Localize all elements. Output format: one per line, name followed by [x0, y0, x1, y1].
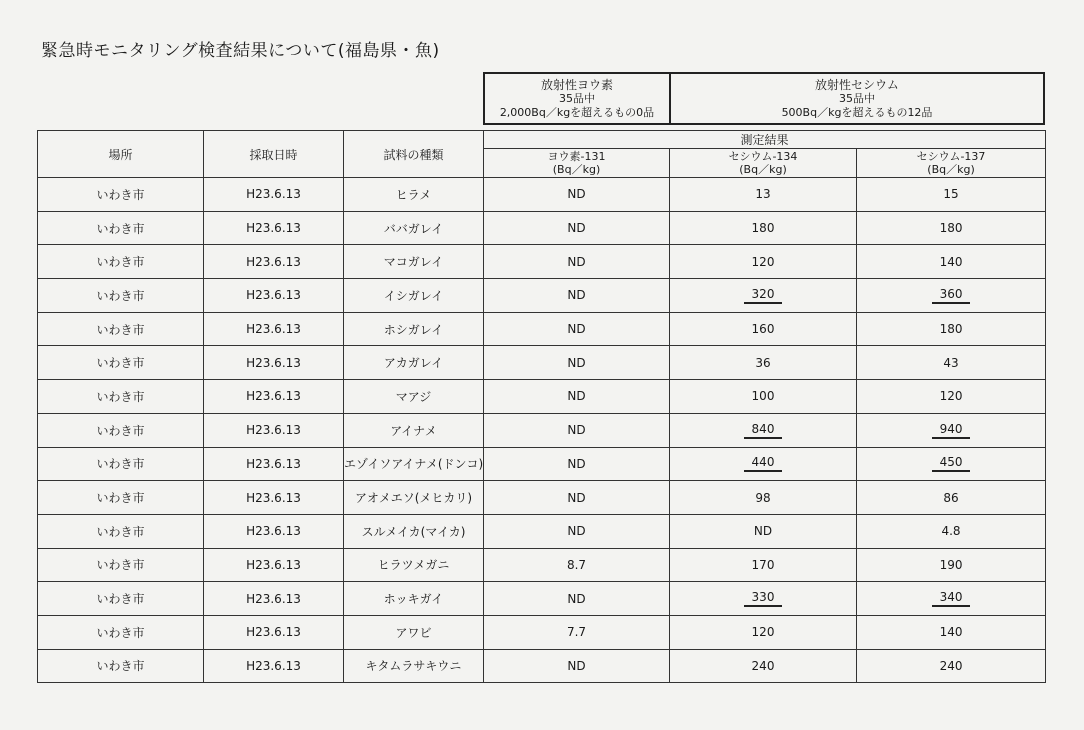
cell-cs137 — [857, 582, 1046, 616]
cell-place — [38, 178, 204, 212]
cell-sample-value: エゾイソアイナメ(ドンコ) — [344, 457, 484, 472]
cell-i131-value: ND — [567, 524, 586, 539]
cell-place — [38, 245, 204, 279]
cell-date-value: H23.6.13 — [246, 490, 301, 505]
cell-place — [38, 548, 204, 582]
cell-i131 — [484, 245, 670, 279]
cell-date — [204, 582, 344, 616]
cell-place-value: いわき市 — [96, 389, 145, 404]
table-row — [38, 447, 1046, 481]
cell-cs134 — [670, 649, 857, 683]
cell-sample — [344, 312, 484, 346]
cell-place — [38, 615, 204, 649]
cell-i131-value: ND — [567, 221, 586, 236]
cell-cs137 — [857, 514, 1046, 548]
cell-place-value: いわき市 — [96, 625, 145, 640]
cell-cs134 — [670, 615, 857, 649]
page-title: 緊急時モニタリング検査結果について(福島県・魚) — [41, 41, 440, 61]
cell-cs137-value: 340 — [932, 590, 971, 607]
cesium-summary-count: 35品中 — [839, 91, 875, 105]
cell-i131-value: 8.7 — [566, 557, 587, 572]
table-row — [38, 312, 1046, 346]
cell-cs134-value: 36 — [755, 355, 771, 370]
cell-cs137-value: 140 — [939, 625, 963, 640]
cell-place — [38, 514, 204, 548]
results-table-body — [38, 178, 1046, 683]
cell-place-value: いわき市 — [96, 255, 145, 270]
cell-cs137 — [857, 380, 1046, 414]
cell-date-value: H23.6.13 — [246, 591, 301, 606]
cell-cs134 — [670, 279, 857, 313]
header-date: 採取日時 — [204, 131, 344, 178]
cell-place — [38, 380, 204, 414]
cell-place-value: いわき市 — [96, 187, 145, 202]
cell-cs137-value: 180 — [939, 322, 963, 337]
summary-box — [483, 72, 1045, 125]
header-i131-unit: (Bq／kg) — [552, 163, 601, 176]
cell-date-value: H23.6.13 — [246, 322, 301, 337]
cell-cs137 — [857, 211, 1046, 245]
cell-i131 — [484, 514, 670, 548]
cell-sample — [344, 245, 484, 279]
table-row — [38, 615, 1046, 649]
cell-sample — [344, 447, 484, 481]
cell-i131 — [484, 481, 670, 515]
cell-sample-value: ホシガレイ — [383, 322, 444, 337]
cell-sample-value: アワビ — [395, 625, 432, 640]
cell-cs134 — [670, 413, 857, 447]
cell-cs137 — [857, 413, 1046, 447]
cell-i131 — [484, 211, 670, 245]
cell-i131 — [484, 649, 670, 683]
cell-place-value: いわき市 — [96, 524, 145, 539]
cell-cs134-value: ND — [753, 524, 773, 539]
cell-date-value: H23.6.13 — [246, 524, 301, 539]
iodine-summary — [485, 74, 671, 123]
cell-sample — [344, 481, 484, 515]
cell-i131-value: ND — [567, 187, 586, 202]
cell-place-value: いわき市 — [96, 356, 145, 371]
cell-cs134 — [670, 211, 857, 245]
cell-place — [38, 211, 204, 245]
cell-cs137-value: 4.8 — [941, 524, 961, 539]
iodine-summary-threshold: 2,000Bq／kgを超えるもの0品 — [499, 105, 655, 119]
cell-cs134 — [670, 447, 857, 481]
cell-i131-value: ND — [567, 658, 586, 673]
cell-cs134-value: 320 — [744, 287, 783, 304]
table-row — [38, 211, 1046, 245]
cell-sample — [344, 514, 484, 548]
header-results: 測定結果 — [484, 131, 1046, 149]
cell-sample-value: マアジ — [395, 389, 432, 404]
cell-cs134-value: 840 — [744, 422, 783, 439]
cell-cs134-value: 180 — [751, 221, 775, 236]
header-i131-name: ヨウ素-131 — [547, 150, 606, 163]
cell-date — [204, 245, 344, 279]
cell-date — [204, 514, 344, 548]
table-row — [38, 245, 1046, 279]
cell-place — [38, 649, 204, 683]
cell-cs137 — [857, 548, 1046, 582]
cell-cs134-value: 160 — [751, 322, 775, 337]
table-row — [38, 413, 1046, 447]
cell-place-value: いわき市 — [96, 558, 145, 573]
cell-i131-value: ND — [567, 490, 586, 505]
cell-cs134-value: 440 — [744, 455, 783, 472]
iodine-summary-label: 放射性ヨウ素 — [540, 77, 613, 92]
cell-cs137-value: 43 — [943, 355, 959, 370]
cell-place — [38, 481, 204, 515]
header-i131 — [484, 149, 670, 178]
cell-i131-value: ND — [567, 591, 586, 606]
cell-place — [38, 346, 204, 380]
cesium-summary-label: 放射性セシウム — [815, 77, 899, 92]
table-row — [38, 514, 1046, 548]
cell-sample — [344, 178, 484, 212]
header-cs137-unit: (Bq／kg) — [927, 163, 975, 176]
cell-date-value: H23.6.13 — [246, 254, 301, 269]
cell-date — [204, 178, 344, 212]
cell-cs137-value: 86 — [943, 490, 959, 505]
cell-sample-value: マコガレイ — [383, 255, 444, 270]
cell-date-value: H23.6.13 — [246, 625, 301, 640]
cell-date-value: H23.6.13 — [246, 456, 301, 471]
cell-i131 — [484, 582, 670, 616]
cell-place — [38, 582, 204, 616]
cell-cs134-value: 98 — [755, 490, 771, 505]
cell-sample-value: ヒラメ — [395, 187, 432, 202]
cell-i131 — [484, 178, 670, 212]
cell-cs137-value: 140 — [939, 254, 963, 269]
cell-cs137 — [857, 481, 1046, 515]
cell-date — [204, 346, 344, 380]
cell-cs137-value: 940 — [932, 422, 971, 439]
cell-cs137 — [857, 649, 1046, 683]
cell-date-value: H23.6.13 — [246, 389, 301, 404]
cell-date-value: H23.6.13 — [246, 221, 301, 236]
cell-cs134 — [670, 245, 857, 279]
cell-cs137 — [857, 447, 1046, 481]
cell-date — [204, 211, 344, 245]
cell-sample-value: ヒラツメガニ — [377, 558, 450, 573]
cell-cs134 — [670, 312, 857, 346]
cell-i131-value: ND — [567, 456, 586, 471]
cell-cs134-value: 120 — [751, 254, 775, 269]
cell-sample-value: ババガレイ — [383, 221, 444, 236]
header-cs134-name: セシウム-134 — [728, 150, 798, 163]
cell-cs134-value: 330 — [744, 590, 783, 607]
cell-i131-value: ND — [567, 254, 586, 269]
cell-date-value: H23.6.13 — [246, 288, 301, 303]
cell-place-value: いわき市 — [96, 491, 145, 506]
cell-cs134-value: 100 — [751, 389, 775, 404]
cell-cs134 — [670, 380, 857, 414]
cell-i131 — [484, 380, 670, 414]
header-cs134 — [670, 149, 857, 178]
cell-i131 — [484, 413, 670, 447]
cell-i131 — [484, 615, 670, 649]
cell-place-value: いわき市 — [96, 592, 145, 607]
cell-date-value: H23.6.13 — [246, 355, 301, 370]
cell-i131-value: ND — [567, 288, 586, 303]
cell-place-value: いわき市 — [96, 288, 145, 303]
table-row — [38, 178, 1046, 212]
cell-i131-value: 7.7 — [566, 625, 587, 640]
cell-cs137-value: 450 — [932, 455, 971, 472]
table-row — [38, 582, 1046, 616]
cell-cs137-value: 180 — [939, 221, 963, 236]
cell-i131 — [484, 548, 670, 582]
header-cs137-name: セシウム-137 — [916, 150, 986, 163]
cell-place-value: いわき市 — [96, 423, 145, 438]
cell-cs134 — [670, 481, 857, 515]
cell-place — [38, 312, 204, 346]
header-place: 場所 — [38, 131, 204, 178]
cell-cs134-value: 170 — [751, 557, 775, 572]
cell-sample-value: イシガレイ — [383, 288, 444, 303]
cell-i131-value: ND — [567, 322, 586, 337]
cell-cs137 — [857, 615, 1046, 649]
cell-date — [204, 413, 344, 447]
table-row — [38, 649, 1046, 683]
table-row — [38, 346, 1046, 380]
cell-cs137-value: 15 — [943, 187, 959, 202]
cell-cs137 — [857, 346, 1046, 380]
cell-cs137-value: 240 — [939, 658, 963, 673]
cell-sample — [344, 649, 484, 683]
cell-sample — [344, 615, 484, 649]
cell-date-value: H23.6.13 — [246, 658, 301, 673]
cell-sample — [344, 548, 484, 582]
cell-date — [204, 615, 344, 649]
cell-i131 — [484, 279, 670, 313]
cell-cs134 — [670, 346, 857, 380]
cell-cs137-value: 120 — [939, 389, 963, 404]
cell-i131 — [484, 312, 670, 346]
cell-sample-value: アカガレイ — [383, 356, 444, 371]
cell-place-value: いわき市 — [96, 659, 145, 674]
cell-i131-value: ND — [567, 423, 586, 438]
header-cs134-unit: (Bq／kg) — [739, 163, 787, 176]
cell-i131-value: ND — [567, 389, 586, 404]
header-sample: 試料の種類 — [344, 131, 484, 178]
cell-date — [204, 312, 344, 346]
header-cs137 — [857, 149, 1046, 178]
cell-date — [204, 279, 344, 313]
cesium-summary — [671, 74, 1043, 123]
cell-cs134 — [670, 548, 857, 582]
cell-cs134 — [670, 178, 857, 212]
cell-place — [38, 413, 204, 447]
cell-sample — [344, 211, 484, 245]
cell-sample-value: キタムラサキウニ — [365, 659, 462, 674]
cell-i131-value: ND — [567, 355, 586, 370]
cell-cs134-value: 13 — [755, 187, 771, 202]
cell-sample — [344, 346, 484, 380]
table-row — [38, 548, 1046, 582]
cell-cs134 — [670, 582, 857, 616]
cell-sample-value: アオメエソ(メヒカリ) — [354, 491, 473, 506]
cell-date — [204, 380, 344, 414]
cell-place — [38, 447, 204, 481]
cell-date-value: H23.6.13 — [246, 557, 301, 572]
cell-cs137 — [857, 178, 1046, 212]
cell-cs137 — [857, 245, 1046, 279]
cell-cs137 — [857, 279, 1046, 313]
cell-sample-value: ホッキガイ — [383, 592, 444, 607]
cell-date-value: H23.6.13 — [246, 423, 301, 438]
cell-sample-value: スルメイカ(マイカ) — [361, 524, 466, 539]
cell-place-value: いわき市 — [96, 221, 145, 236]
cell-date — [204, 481, 344, 515]
table-row — [38, 279, 1046, 313]
cell-sample-value: アイナメ — [390, 423, 437, 438]
cell-sample — [344, 380, 484, 414]
cell-cs134 — [670, 514, 857, 548]
cell-cs137 — [857, 312, 1046, 346]
cesium-summary-threshold: 500Bq／kgを超えるもの12品 — [781, 105, 933, 119]
cell-sample — [344, 582, 484, 616]
results-table — [37, 130, 1046, 683]
table-row — [38, 380, 1046, 414]
cell-date — [204, 447, 344, 481]
cell-place-value: いわき市 — [96, 322, 145, 337]
cell-i131 — [484, 447, 670, 481]
cell-cs134-value: 120 — [751, 625, 775, 640]
cell-date-value: H23.6.13 — [246, 187, 301, 202]
cell-cs137-value: 190 — [939, 557, 963, 572]
iodine-summary-count: 35品中 — [559, 91, 595, 105]
cell-date — [204, 649, 344, 683]
cell-sample — [344, 279, 484, 313]
cell-place — [38, 279, 204, 313]
cell-cs134-value: 240 — [751, 658, 775, 673]
cell-date — [204, 548, 344, 582]
cell-sample — [344, 413, 484, 447]
cell-place-value: いわき市 — [96, 457, 145, 472]
cell-i131 — [484, 346, 670, 380]
cell-cs137-value: 360 — [932, 287, 971, 304]
table-row — [38, 481, 1046, 515]
